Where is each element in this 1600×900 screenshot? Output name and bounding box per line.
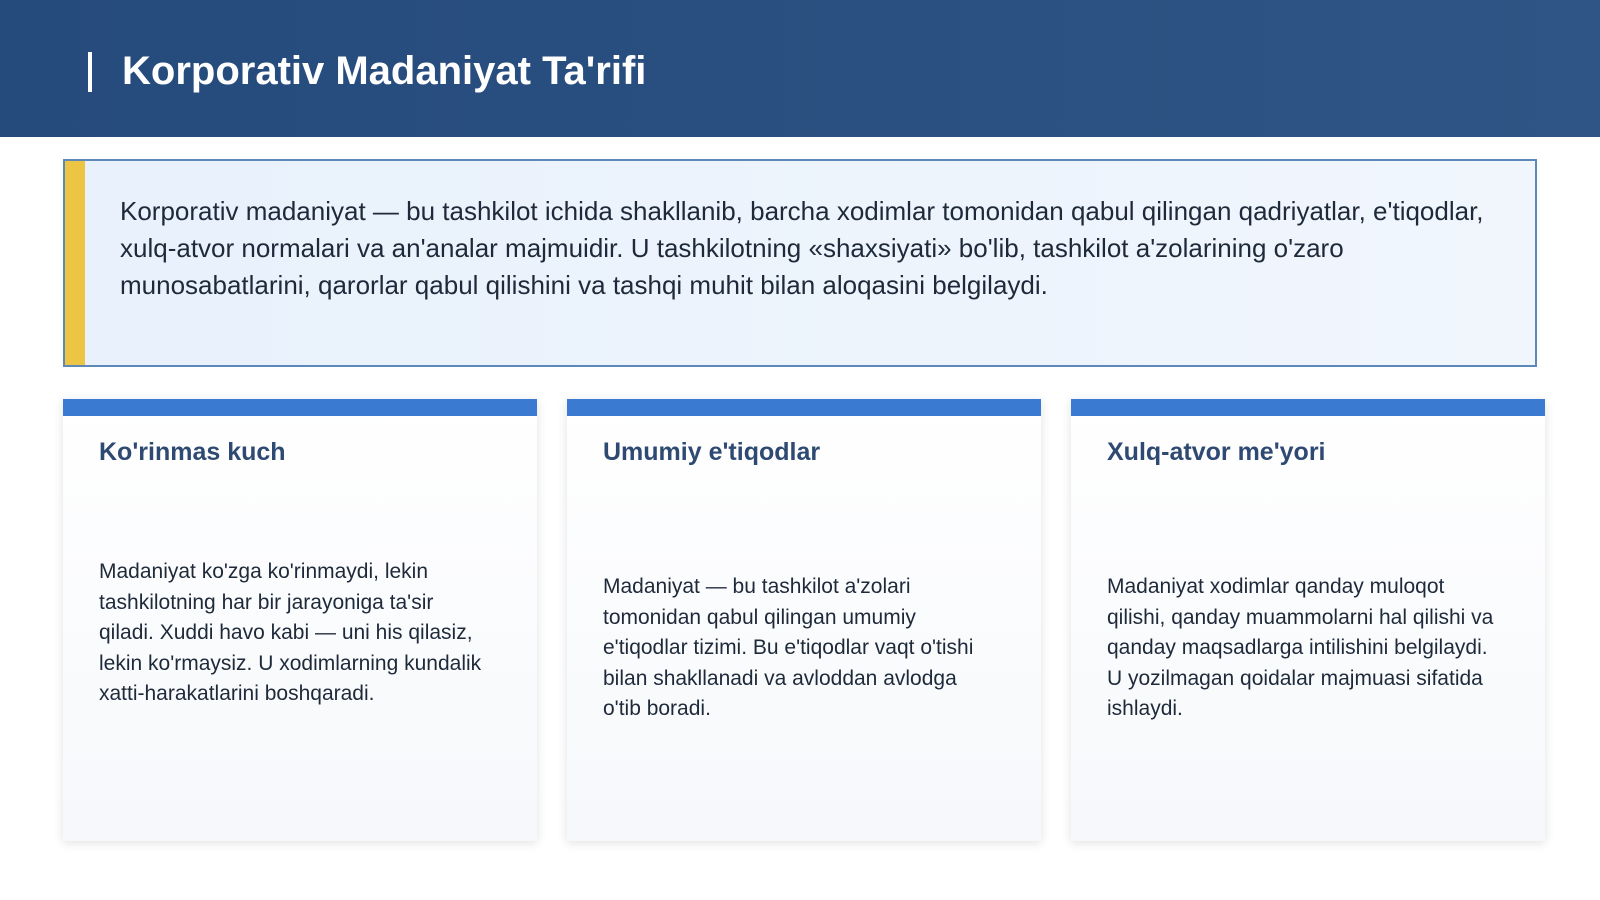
card-shared-beliefs [567, 399, 1041, 841]
card-behavior-norm [1071, 399, 1545, 841]
card-title: Ko'rinmas kuch [99, 438, 286, 466]
definition-box [63, 159, 1537, 367]
slide-title: Korporativ Madaniyat Ta'rifi [122, 49, 647, 93]
card-text: Madaniyat ko'zga ko'rinmaydi, lekin tashkilotning har bir jarayoniga ta'sir qiladi. Xuddi havo kabi — uni his qilasiz, lekin ko'rmaysiz. U xodimlarning kundalik xatti-harakatlarini boshqaradi. [99, 560, 482, 706]
card-text: Madaniyat — bu tashkilot a'zolari tomonidan qabul qilingan umumiy e'tiqodlar tizimi. Bu e'tiqodlar vaqt o'tishi bilan shakllanadi va avloddan avlodga o'tib boradi. [603, 575, 974, 721]
card-title: Umumiy e'tiqodlar [603, 438, 821, 466]
card-invisible-force [63, 399, 537, 841]
definition-text: Korporativ madaniyat — bu tashkilot ichida shakllanib, barcha xodimlar tomonidan qabul qilingan qadriyatlar, e'tiqodlar, xulq-atvor normalari va an'analar majmuidir. U tashkilotning «shaxsiyati» bo'lib, tashkilot a'zolarining o'zaro munosabatlarini, qarorlar qabul qilishini va tashqi muhit bilan aloqasini belgilaydi. [120, 196, 1484, 300]
card-top-bar [63, 399, 537, 416]
card-title: Xulq-atvor me'yori [1107, 438, 1326, 466]
card-top-bar [567, 399, 1041, 416]
slide-header [0, 0, 1600, 137]
card-top-bar [1071, 399, 1545, 416]
card-text: Madaniyat xodimlar qanday muloqot qilishi, qanday muammolarni hal qilishi va qanday maqsadlarga intilishini belgilaydi. U yozilmagan qoidalar majmuasi sifatida ishlaydi. [1107, 575, 1494, 721]
title-accent-bar [88, 52, 92, 92]
definition-accent-bar [65, 161, 85, 365]
